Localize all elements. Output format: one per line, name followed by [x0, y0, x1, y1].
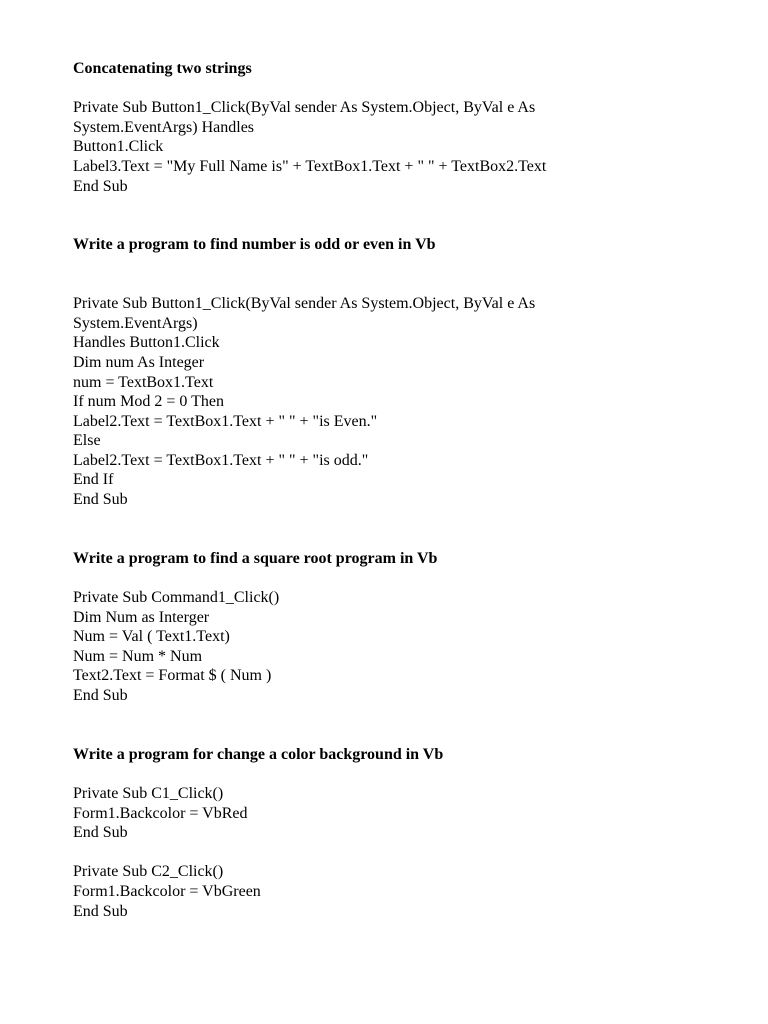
- blank-line: [73, 706, 733, 745]
- blank-line: [73, 79, 733, 99]
- document-page: [73, 59, 733, 921]
- code-line: Private Sub Command1_Click(): [73, 589, 280, 607]
- code-line: Private Sub Button1_Click(ByVal sender As System.Object, ByVal e As: [73, 295, 536, 313]
- code-line: Private Sub C2_Click(): [73, 863, 224, 881]
- code-line: End If: [73, 471, 114, 489]
- section-concatenate: [73, 59, 733, 196]
- section-square-root: [73, 549, 733, 706]
- blank-line: [73, 196, 733, 235]
- blank-line: [73, 764, 733, 784]
- code-line: Dim Num as Interger: [73, 608, 210, 626]
- blank-line: [73, 255, 733, 294]
- code-line: End Sub: [73, 491, 128, 509]
- code-line: Handles Button1.Click: [73, 334, 220, 352]
- code-line: System.EventArgs): [73, 314, 198, 332]
- code-line: End Sub: [73, 687, 128, 704]
- code-line: Num = Val ( Text1.Text): [73, 628, 230, 646]
- code-line: Num = Num * Num: [73, 647, 203, 665]
- section-background-color: [73, 745, 733, 921]
- section-heading: Write a program to find a square root program in Vb: [73, 549, 438, 567]
- code-line: Else: [73, 432, 101, 450]
- code-line: Text2.Text = Format $ ( Num ): [73, 667, 272, 685]
- code-line: Private Sub Button1_Click(ByVal sender As System.Object, ByVal e As: [73, 99, 536, 117]
- code-line: Form1.Backcolor = VbGreen: [73, 882, 261, 900]
- code-line: System.EventArgs) Handles: [73, 118, 255, 136]
- code-line: Label3.Text = "My Full Name is" + TextBox1.Text + " " + TextBox2.Text: [73, 157, 547, 175]
- blank-line: [73, 568, 733, 588]
- code-line: Label2.Text = TextBox1.Text + " " + "is Even.": [73, 412, 378, 430]
- section-heading: Concatenating two strings: [73, 60, 252, 77]
- code-line: End Sub: [73, 177, 128, 195]
- code-line: Private Sub C1_Click(): [73, 784, 224, 802]
- section-heading: Write a program for change a color background in Vb: [73, 745, 444, 763]
- code-line: End Sub: [73, 902, 128, 920]
- code-line: Label2.Text = TextBox1.Text + " " + "is odd.": [73, 451, 369, 469]
- code-line: Dim num As Integer: [73, 353, 205, 371]
- blank-line: [73, 843, 733, 863]
- section-heading: Write a program to find number is odd or even in Vb: [73, 236, 436, 254]
- code-line: Form1.Backcolor = VbRed: [73, 804, 248, 822]
- code-line: End Sub: [73, 824, 128, 842]
- code-line: num = TextBox1.Text: [73, 373, 214, 391]
- section-odd-even: [73, 235, 733, 509]
- code-line: If num Mod 2 = 0 Then: [73, 393, 224, 411]
- blank-line: [73, 510, 733, 549]
- code-line: Button1.Click: [73, 138, 164, 156]
